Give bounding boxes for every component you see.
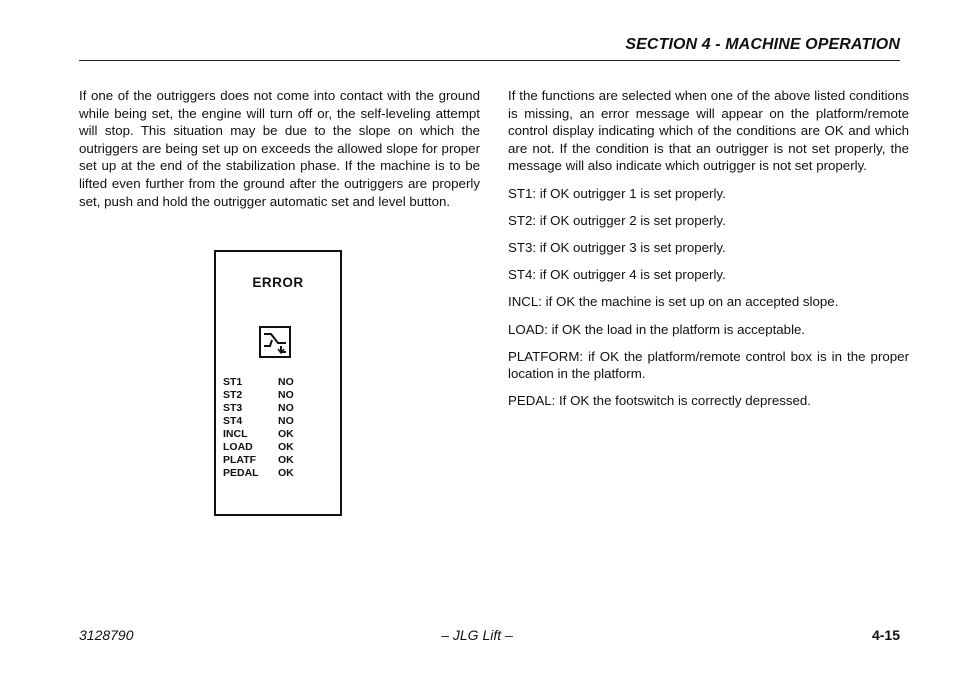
status-value: NO: [278, 389, 294, 401]
status-value: NO: [278, 376, 294, 388]
status-list: [223, 376, 313, 480]
status-row: [223, 402, 313, 415]
status-label: LOAD: [223, 441, 253, 453]
status-row: [223, 467, 313, 480]
footer-brand: – JLG Lift –: [441, 627, 513, 643]
section-title: SECTION 4 - MACHINE OPERATION: [625, 36, 900, 53]
condition-item: ST3: if OK outrigger 3 is set properly.: [508, 239, 726, 255]
condition-item: ST4: if OK outrigger 4 is set properly.: [508, 267, 726, 283]
status-value: OK: [278, 441, 294, 453]
status-label: PEDAL: [223, 467, 259, 479]
right-column: [508, 87, 909, 420]
page-number: 4-15: [871, 627, 900, 643]
outrigger-slope-icon: [259, 326, 291, 358]
left-paragraph: If one of the outriggers does not come into contact with the ground while being set, the engine will turn off or, the self-leveling attempt will stop. This situation may be due to the slope on which the outriggers are being set up on exceeds the allowed slope for proper set up at the end of the stabilization phase. If the machine is to be lifted even further from the ground after the outriggers are properly set, push and hold the outrigger automatic set and level button.: [79, 88, 480, 209]
right-intro-paragraph: If the functions are selected when one of the above listed conditions is missing, an error message will appear on the platform/remote control display indicating which of the conditions are OK and which are not. If the condition is that an outrigger is not set properly, the message will also indicate which outrigger is not set properly.: [508, 88, 909, 174]
panel-title: ERROR: [252, 275, 304, 290]
status-row: [223, 376, 313, 389]
header-divider: [79, 60, 900, 61]
condition-item: ST1: if OK outrigger 1 is set properly.: [508, 185, 726, 201]
condition-item: INCL: if OK the machine is set up on an accepted slope.: [508, 294, 839, 310]
status-label: INCL: [223, 428, 248, 440]
status-label: ST1: [223, 376, 243, 388]
condition-item: ST2: if OK outrigger 2 is set properly.: [508, 212, 726, 228]
status-label: PLATF: [223, 454, 257, 466]
status-value: NO: [278, 402, 294, 414]
status-row: [223, 441, 313, 454]
status-label: ST3: [223, 402, 243, 414]
status-label: ST4: [223, 415, 243, 427]
condition-item: LOAD: if OK the load in the platform is acceptable.: [508, 321, 806, 337]
status-row: [223, 428, 313, 441]
status-label: ST2: [223, 389, 243, 401]
error-display-panel: [214, 250, 342, 516]
condition-item: PLATFORM: if OK the platform/remote control box is in the proper location in the platform.: [508, 348, 909, 382]
left-column: [79, 87, 480, 220]
status-value: NO: [278, 415, 294, 427]
status-row: [223, 454, 313, 467]
status-value: OK: [278, 454, 294, 466]
condition-item: PEDAL: If OK the footswitch is correctly depressed.: [508, 393, 811, 409]
document-number: 3128790: [79, 627, 134, 643]
status-row: [223, 415, 313, 428]
status-value: OK: [278, 467, 294, 479]
status-value: OK: [278, 428, 294, 440]
status-row: [223, 389, 313, 402]
